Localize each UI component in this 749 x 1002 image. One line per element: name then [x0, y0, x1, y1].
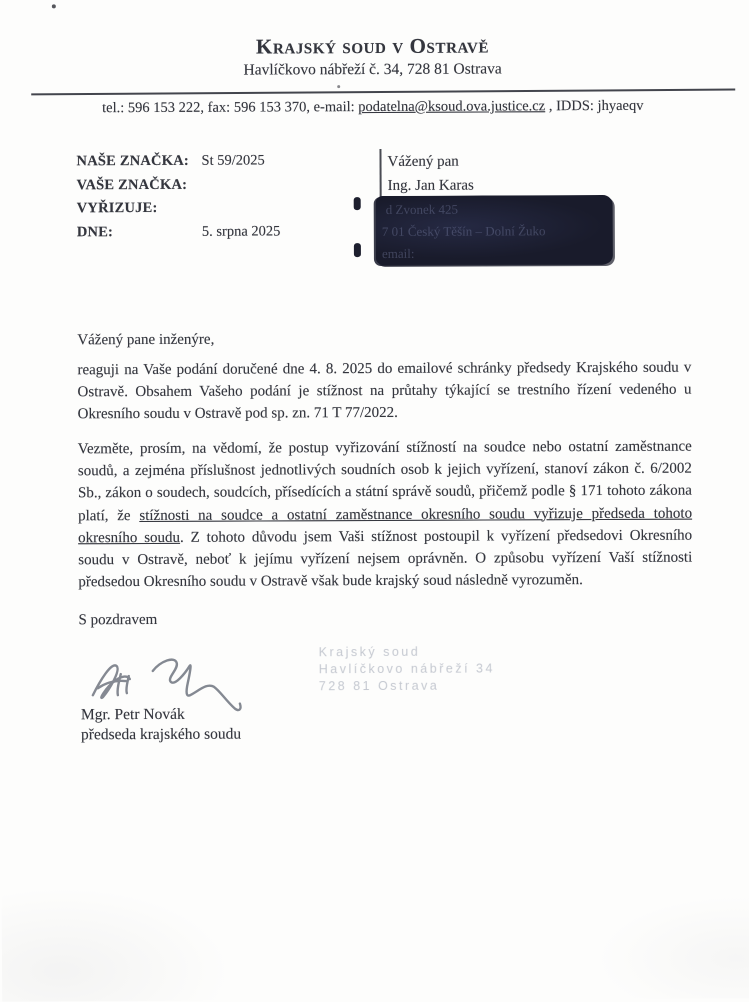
body-paragraph-2 [78, 436, 693, 594]
signer-block [81, 705, 241, 745]
recipient-block [387, 150, 473, 198]
court-email-link: podatelna@ksoud.ova.justice.cz [358, 98, 546, 116]
meta-label: VAŠE ZNAČKA: [76, 176, 188, 193]
meta-row-nase-znacka [76, 152, 280, 176]
redacted-address-box [376, 195, 613, 265]
recipient-salutation: Vážený pan [387, 153, 459, 170]
scan-speck [337, 85, 340, 88]
paragraph2-lead: Vezměte, prosím, na vědomí, že postup vyřizování stížností na soudce nebo ostatní zaměstnance soudů, a zejména příslušnost jednotlivých soudních osob k jejich vyřízení, stanoví zákon č. 6/2002 Sb., zákon o soudech, soudcích, přísedících a státní správě soudů, přičemž podle § 171 tohoto zákona platí, že [77, 438, 692, 524]
scan-speck [52, 4, 56, 8]
stamp-line-3: 728 81 Ostrava [318, 678, 440, 694]
signer-name: Mgr. Petr Novák [80, 705, 185, 724]
letter-greeting: Vážený pane inženýre, [77, 331, 215, 349]
contact-line [0, 97, 747, 117]
redacted-street-hint: d Zvonek 425 [385, 201, 458, 217]
meta-value: St 59/2025 [201, 152, 265, 169]
meta-label: DNE: [76, 223, 114, 240]
meta-row-dne [77, 223, 281, 247]
court-stamp [319, 643, 495, 695]
letter-closing: S pozdravem [78, 611, 158, 629]
address-window-edge-line [379, 149, 381, 198]
paragraph2-tail: . Z tohoto důvodu jsem Vaši stížnost postoupil k vyřízení předsedovi Okresního soudu v Ostravě, neboť k jejímu vyřízení nejsem oprávněn. O způsobu vyřízení Vaší stížnosti předsedou Okresního soudu v Ostravě však bude krajský soud následně vyrozuměn. [78, 527, 693, 591]
stamp-line-2: Havlíčkovo nábřeží 34 [318, 661, 495, 677]
body-paragraph-1: reaguji na Vaše podání doručené dne 4. 8. 2025 do emailové schránky předsedy Krajského soudu v Ostravě. Obsahem Vašeho podání je stížnost na průtahy týkající se trestního řízení vedeného u Okresního soudu v Ostravě pod sp. zn. 71 T 77/2022. [77, 359, 692, 423]
signer-title: předseda krajského soudu [80, 725, 242, 743]
contact-suffix: , IDDS: jhyaeqv [548, 97, 644, 115]
recipient-name: Ing. Jan Karas [387, 177, 474, 194]
redacted-email-hint: email: [381, 245, 415, 261]
meta-label: VYŘIZUJE: [76, 199, 158, 217]
paragraph2-underlined-clause: stížnosti na soudce a ostatní zaměstnance okresního soudu vyřizuje předseda tohoto okresního soudu [78, 505, 693, 547]
reference-meta-block [76, 152, 280, 247]
meta-value: 5. srpna 2025 [201, 222, 281, 240]
redacted-city-hint: 7 01 Český Těšín – Dolní Žuko [381, 223, 546, 239]
redaction-ink-blob [354, 243, 361, 257]
court-address-line: Havlíčkovo nábřeží č. 34, 728 81 Ostrava [243, 60, 502, 79]
meta-row-vase-znacka [77, 176, 281, 200]
meta-row-vyrizuje [77, 199, 281, 223]
contact-prefix: tel.: 596 153 222, fax: 596 153 370, e-mail: [102, 99, 355, 117]
redaction-ink-blob [354, 197, 361, 210]
court-name-heading: Krajský soud v Ostravě [255, 33, 490, 59]
header-divider-rule [31, 89, 735, 96]
stamp-line-1: Krajský soud [318, 644, 421, 660]
meta-label: NAŠE ZNAČKA: [76, 152, 189, 170]
